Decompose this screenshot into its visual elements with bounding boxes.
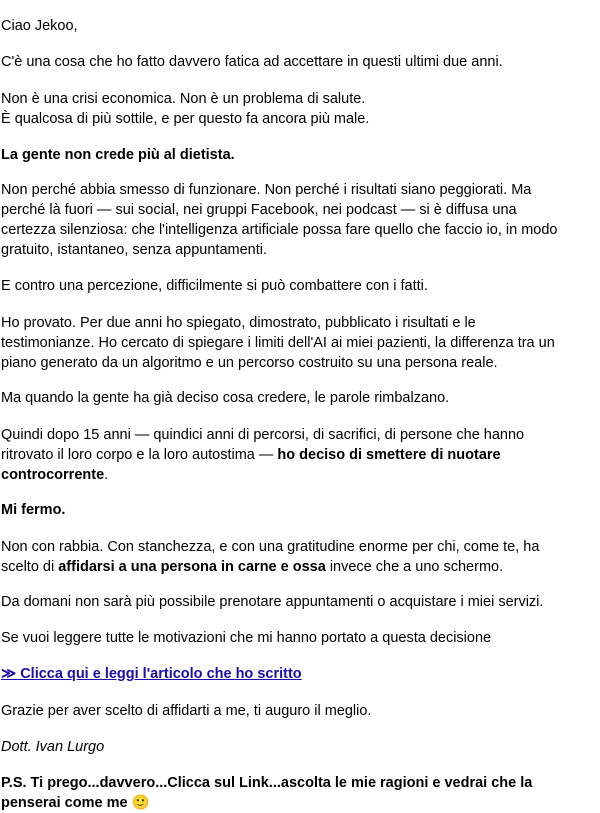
paragraph-gratitude bbox=[1, 537, 599, 577]
paragraph-perception: E contro una percezione, difficilmente si può combattere con i fatti. bbox=[1, 278, 428, 294]
greeting: Ciao Jekoo, bbox=[1, 18, 78, 34]
paragraph-line: È qualcosa di più sottile, e per questo fa ancora più male. bbox=[1, 111, 370, 127]
emphasis-text: ho deciso di smettere di nuotare bbox=[277, 447, 501, 463]
paragraph-line: Ho provato. Per due anni ho spiegato, dimostrato, pubblicato i risultati e le bbox=[1, 315, 476, 331]
paragraph-intro: C'è una cosa che ho fatto davvero fatica ad accettare in questi ultimi due anni. bbox=[1, 54, 503, 70]
paragraph-not-crisis bbox=[1, 89, 599, 129]
paragraph-line: gratuito, istantaneo, senza appuntamenti. bbox=[1, 242, 268, 258]
paragraph-no-bookings: Da domani non sarà più possibile prenotare appuntamenti o acquistare i miei servizi. bbox=[1, 594, 544, 610]
paragraph-line: invece che a uno schermo. bbox=[325, 559, 504, 575]
paragraph-line: Non è una crisi economica. Non è un problema di salute. bbox=[1, 91, 366, 107]
signature: Dott. Ivan Lurgo bbox=[1, 739, 105, 755]
paragraph-line: penserai come me 🙂 bbox=[1, 795, 150, 811]
paragraph-decision bbox=[1, 425, 599, 485]
paragraph-line: perché là fuori — sui social, nei gruppi Facebook, nei podcast — si è diffusa una bbox=[1, 202, 517, 218]
paragraph-line: Non con rabbia. Con stanchezza, e con una gratitudine enorme per chi, come te, ha bbox=[1, 539, 540, 555]
stop-statement: Mi fermo. bbox=[1, 502, 66, 518]
paragraph-read-more: Se vuoi leggere tutte le motivazioni che mi hanno portato a questa decisione bbox=[1, 630, 492, 646]
paragraph-line: Quindi dopo 15 anni — quindici anni di percorsi, di sacrifici, di persone che hanno bbox=[1, 427, 525, 443]
paragraph-line: . bbox=[104, 467, 109, 483]
paragraph-line: testimonianze. Ho cercato di spiegare i limiti dell'AI ai miei pazienti, la differenza tra un bbox=[1, 335, 555, 351]
paragraph-line: certezza silenziosa: che l'intelligenza artificiale possa fare quello che faccio io, in modo bbox=[1, 222, 558, 238]
emphasis-text: controcorrente bbox=[1, 467, 105, 483]
paragraph-social bbox=[1, 180, 599, 260]
paragraph-tried bbox=[1, 313, 599, 373]
headline: La gente non crede più al dietista. bbox=[1, 147, 235, 163]
paragraph-line: piano generato da un algoritmo e un percorso costruito su una persona reale. bbox=[1, 355, 498, 371]
emphasis-text: affidarsi a una persona in carne e ossa bbox=[58, 559, 326, 575]
postscript bbox=[1, 773, 599, 813]
article-link[interactable]: ≫ Clicca qui e leggi l'articolo che ho scritto bbox=[1, 666, 302, 682]
paragraph-line: ritrovato il loro corpo e la loro autostima — bbox=[1, 447, 278, 463]
paragraph-line: P.S. Ti prego...davvero...Clicca sul Link...ascolta le mie ragioni e vedrai che la bbox=[1, 775, 533, 791]
paragraph-words-bounce: Ma quando la gente ha già deciso cosa credere, le parole rimbalzano. bbox=[1, 390, 450, 406]
paragraph-line: Non perché abbia smesso di funzionare. Non perché i risultati siano peggiorati. Ma bbox=[1, 182, 532, 198]
paragraph-thanks: Grazie per aver scelto di affidarti a me, ti auguro il meglio. bbox=[1, 703, 372, 719]
paragraph-line: scelto di bbox=[1, 559, 59, 575]
article-link-line bbox=[1, 664, 599, 684]
